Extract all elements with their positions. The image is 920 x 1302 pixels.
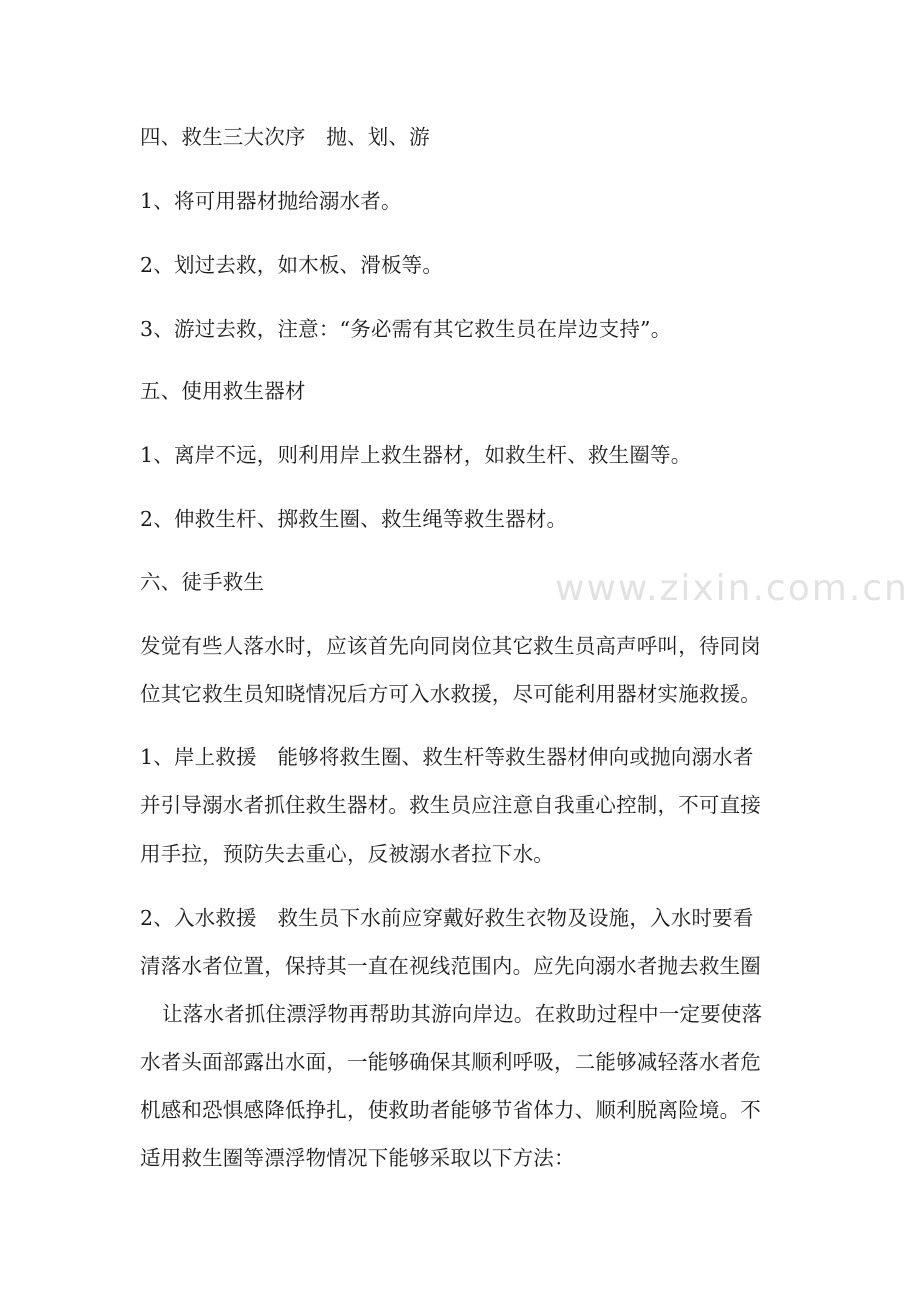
list-item: 1、将可用器材抛给溺水者。 — [140, 189, 402, 213]
paragraph-line: 位其它救生员知晓情况后方可入水救援，尽可能利用器材实施救援。 — [140, 682, 761, 706]
section-heading-5: 五、使用救生器材 — [140, 379, 306, 403]
paragraph-line: 水者头面部露出水面，一能够确保其顺利呼吸，二能够减轻落水者危 — [140, 1050, 761, 1074]
list-item: 3、游过去救，注意：“务必需有其它救生员在岸边支持”。 — [140, 317, 672, 341]
paragraph-line: 适用救生圈等漂浮物情况下能够采取以下方法： — [140, 1146, 575, 1170]
list-item: 2、伸救生杆、掷救生圈、救生绳等救生器材。 — [140, 507, 568, 531]
list-item: 1、离岸不远，则利用岸上救生器材，如救生杆、救生圈等。 — [140, 443, 692, 467]
paragraph-line: 2、入水救援 救生员下水前应穿戴好救生衣物及设施，入水时要看 — [140, 906, 754, 930]
paragraph-line: 清落水者位置，保持其一直在视线范围内。应先向溺水者抛去救生圈 — [140, 954, 761, 978]
paragraph-line: 让落水者抓住漂浮物再帮助其游向岸边。在救助过程中一定要使落 — [162, 1002, 763, 1026]
paragraph-line: 1、岸上救援 能够将救生圈、救生杆等救生器材伸向或抛向溺水者 — [140, 745, 754, 769]
paragraph-line: 用手拉，预防失去重心，反被溺水者拉下水。 — [140, 842, 554, 866]
list-item: 2、划过去救，如木板、滑板等。 — [140, 253, 444, 277]
paragraph-line: 发觉有些人落水时，应该首先向同岗位其它救生员高声呼叫，待同岗 — [140, 634, 761, 658]
section-heading-6: 六、徒手救生 — [140, 570, 265, 594]
paragraph-line: 机感和恐惧感降低挣扎，使救助者能够节省体力、顺利脱离险境。不 — [140, 1098, 761, 1122]
watermark: www.zixin.com.cn — [555, 568, 909, 609]
paragraph-line: 并引导溺水者抓住救生器材。救生员应注意自我重心控制，不可直接 — [140, 793, 761, 817]
section-heading-4: 四、救生三大次序 抛、划、游 — [140, 125, 430, 149]
